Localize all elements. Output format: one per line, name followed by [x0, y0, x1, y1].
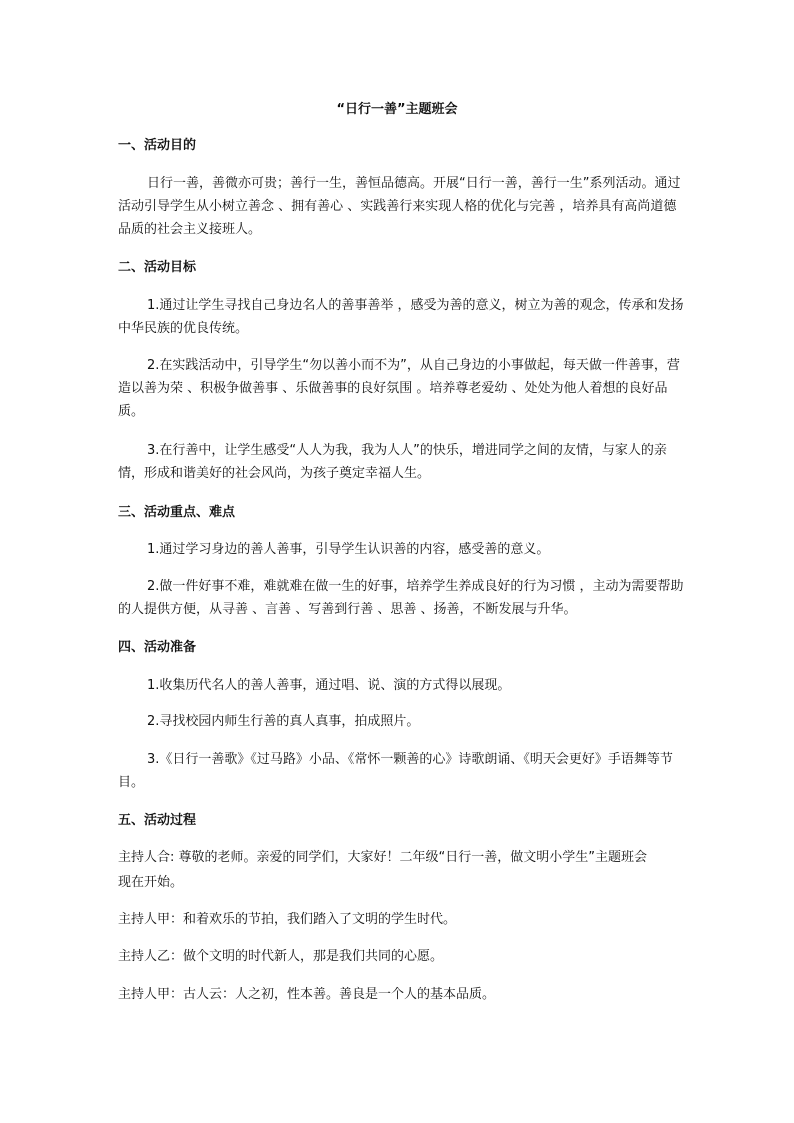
- paragraph: 1.通过学习身边的善人善事，引导学生认识善的内容，感受善的意义。: [147, 542, 550, 557]
- dialogue-line-continued: 现在开始。: [118, 875, 184, 890]
- paragraph: 2.寻找校园内师生行善的真人真事，拍成照片。: [147, 714, 420, 729]
- dialogue-line: 主持人甲：和着欢乐的节拍，我们踏入了文明的学生时代。: [118, 912, 457, 927]
- section-heading-key-points: 三、活动重点、难点: [118, 505, 236, 520]
- paragraph: 3.在行善中，让学生感受“人人为我，我为人人”的快乐，增进同学之间的友情，与家人的亲情，形成和谐美好的社会风尚，为孩子奠定幸福人生。: [118, 443, 667, 481]
- document-title: “日行一善”主题班会: [336, 102, 458, 117]
- paragraph: 3.《日行一善歌》《过马路》小品、《常怀一颗善的心》诗歌朗诵、《明天会更好》手语舞等节目。: [118, 752, 673, 790]
- paragraph: 2.做一件好事不难，难就难在做一生的好事，培养学生养成良好的行为习惯 ，主动为需要帮助的人提供方便，从寻善 、言善 、写善到行善 、思善 、扬善，不断发展与升华。: [118, 579, 684, 617]
- section-heading-process: 五、活动过程: [118, 813, 197, 828]
- paragraph: 日行一善，善微亦可贵；善行一生，善恒品德高。开展“日行一善，善行一生”系列活动。通过活动引导学生从小树立善念 、拥有善心 、实践善行来实现人格的优化与完善 ，培养具有高尚道德品质的社会主义接班人。: [118, 176, 681, 237]
- section-heading-preparation: 四、活动准备: [118, 640, 197, 655]
- section-heading-goals: 二、活动目标: [118, 260, 197, 275]
- paragraph: 1.收集历代名人的善人善事，通过唱、说、演的方式得以展现。: [147, 678, 511, 693]
- dialogue-line: 主持人合: 尊敬的老师。亲爱的同学们，大家好！二年级“日行一善，做文明小学生”主题班会: [118, 850, 647, 865]
- paragraph: 1.通过让学生寻找自己身边名人的善事善举 ，感受为善的意义，树立为善的观念，传承和发扬中华民族的优良传统。: [118, 298, 684, 336]
- dialogue-line: 主持人甲：古人云：人之初，性本善。善良是一个人的基本品质。: [118, 987, 496, 1002]
- dialogue-line: 主持人乙：做个文明的时代新人，那是我们共同的心愿。: [118, 949, 444, 964]
- paragraph: 2.在实践活动中，引导学生“勿以善小而不为”，从自己身边的小事做起，每天做一件善事，营造以善为荣 、积极争做善事 、乐做善事的良好氛围 。培养尊老爱幼 、处处为他人着想的良好品质。: [118, 358, 680, 419]
- section-heading-purpose: 一、活动目的: [118, 138, 197, 153]
